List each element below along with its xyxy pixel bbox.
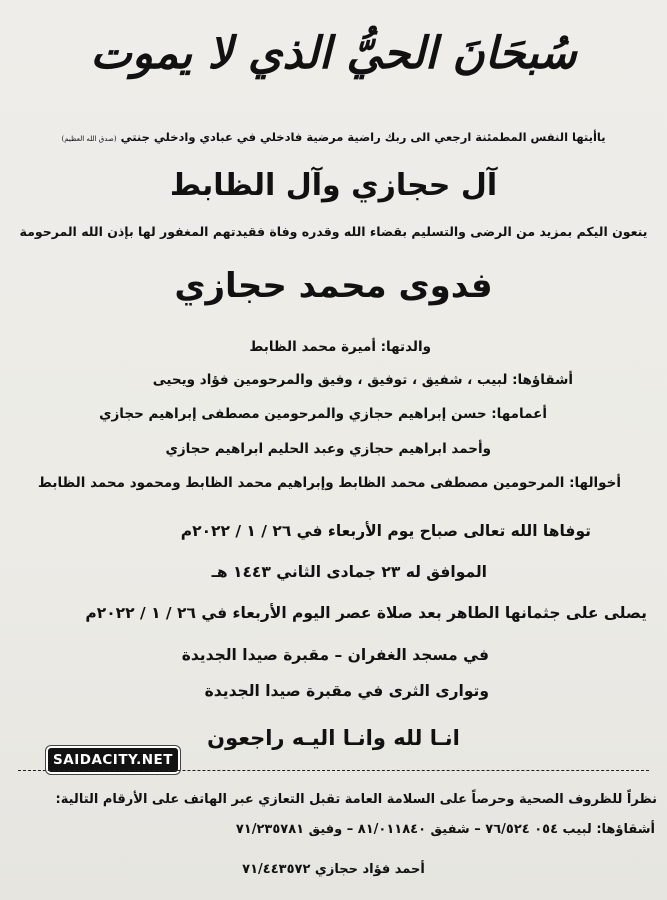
deceased-name: فدوى محمد حجازي xyxy=(174,266,493,306)
calligraphy-header: سُبحَانَ الحيُّ الذي لا يموت xyxy=(90,28,577,79)
announcement-text: ينعون اليكم بمزيد من الرضى والتسليم بقضاء الله وقدره وفاة فقيدتهم المغفور لها بإذن الله المرحومة xyxy=(19,224,648,239)
death-date: توفاها الله تعالى صباح يوم الأربعاء في ٢٦ / ١ / ٢٠٢٢م xyxy=(180,522,591,540)
phone-numbers: أشقاؤها: لبيب ٠٥٤ ٧٦/٥٢٤ – شفيق ٨١/٠١١٨٤٠ – وفيق ٧١/٢٣٥٧٨١ xyxy=(235,822,655,837)
verse-text: ياأيتها النفس المطمئنة ارجعي الى ربك راضية مرضية فادخلي في عبادي وادخلي جنتي xyxy=(120,130,606,144)
phone-ahmad: أحمد فؤاد حجازي ٧١/٤٤٣٥٧٢ xyxy=(242,862,425,877)
siblings-line: أشقاؤها: لبيب ، شفيق ، توفيق ، وفيق والمرحومين فؤاد ويحيى xyxy=(152,372,573,388)
mosque-info: في مسجد الغفران – مقبرة صيدا الجديدة xyxy=(181,646,489,664)
verse-source: (صدق الله العظيم) xyxy=(61,135,117,143)
families-title: آل حجازي وآل الظابط xyxy=(169,168,498,203)
hijri-date: الموافق له ٢٣ جمادى الثاني ١٤٤٣ هـ xyxy=(211,563,487,581)
saidacity-logo: SAIDACITY.NET xyxy=(46,746,180,774)
uncles-line-2: وأحمد ابراهيم حجازي وعبد الحليم ابراهيم حجازي xyxy=(165,441,491,457)
closing-phrase: انـا لله وانـا اليـه راجعون xyxy=(207,726,460,750)
prayer-info: يصلى على جثمانها الطاهر بعد صلاة عصر اليوم الأربعاء في ٢٦ / ١ / ٢٠٢٢م xyxy=(85,604,647,622)
maternal-uncles-line: أخوالها: المرحومين مصطفى محمد الظابط وإبراهيم محمد الظابط ومحمود محمد الظابط xyxy=(37,475,621,491)
burial-info: وتوارى الثرى في مقبرة صيدا الجديدة xyxy=(204,682,489,700)
dashed-divider xyxy=(18,770,649,771)
uncles-line-1: أعمامها: حسن إبراهيم حجازي والمرحومين مصطفى إبراهيم حجازي xyxy=(99,406,547,422)
mother-line: والدتها: أميرة محمد الظابط xyxy=(249,339,431,355)
condolence-notice: نظراً للظروف الصحية وحرصاً على السلامة العامة تقبل التعازي عبر الهاتف على الأرقام التالية: xyxy=(55,792,657,807)
quran-verse xyxy=(20,130,647,144)
